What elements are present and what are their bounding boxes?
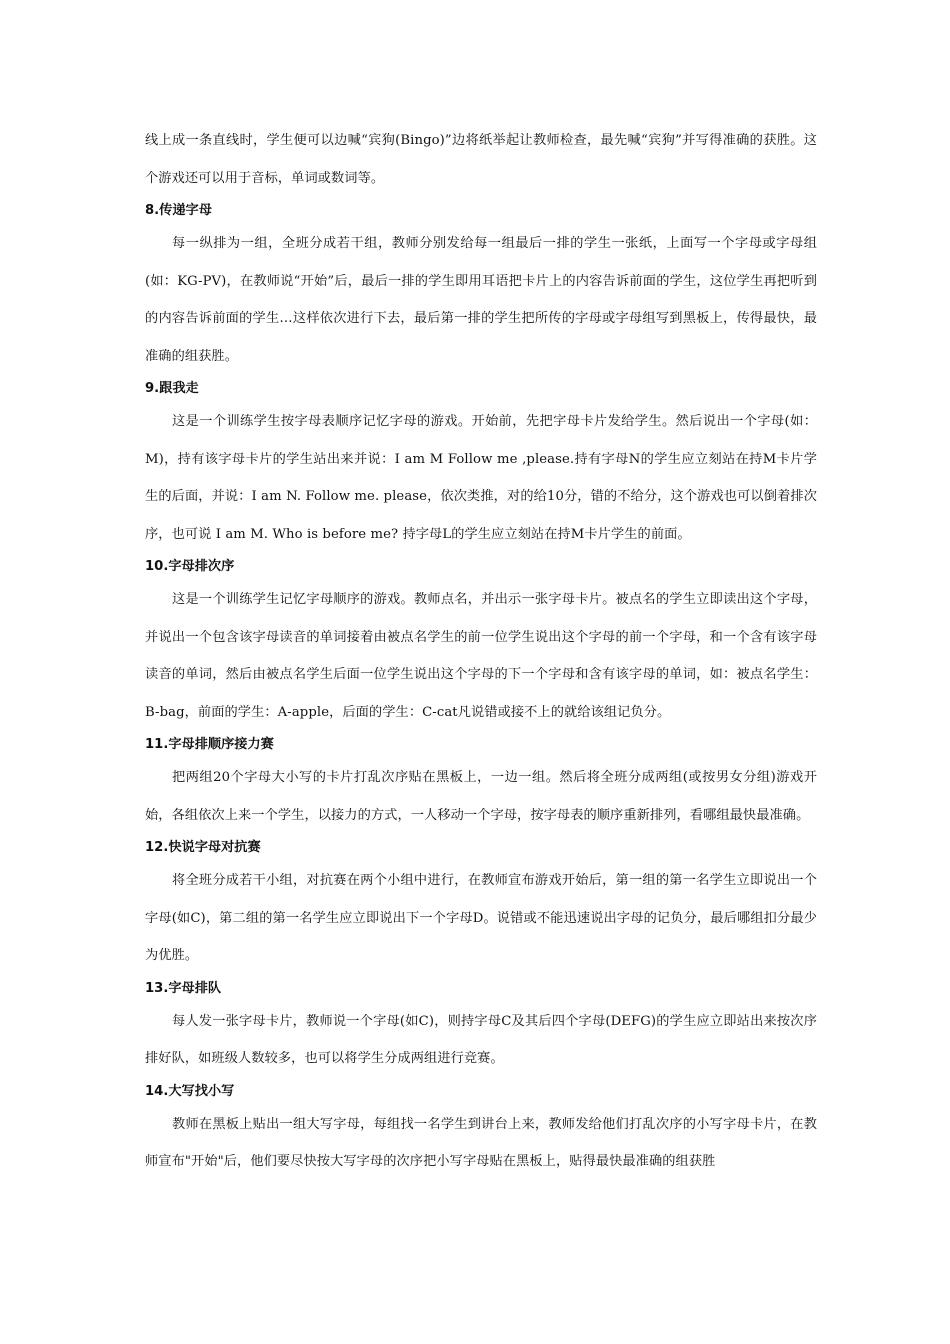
section-9 xyxy=(145,375,817,553)
section-body: 把两组20个字母大小写的卡片打乱次序贴在黑板上，一边一组。然后将全班分成两组(或按男女分组)游戏开始，各组依次上来一个学生，以接力的方式，一人移动一个字母，按字母表的顺序重新排列，看哪组最快最准确。 xyxy=(145,770,817,823)
intro-paragraph: 线上成一条直线时，学生便可以边喊“宾狗(Bingo)”边将纸举起让教师检查，最先喊“宾狗”并写得准确的获胜。这个游戏还可以用于音标，单词或数词等。 xyxy=(145,133,817,186)
section-heading: 14.大写找小写 xyxy=(145,1083,235,1099)
section-heading: 11.字母排顺序接力赛 xyxy=(145,737,274,752)
section-heading: 8.传递字母 xyxy=(145,203,212,218)
section-12 xyxy=(145,834,817,975)
section-heading: 10.字母排次序 xyxy=(145,559,235,574)
section-heading: 13.字母排队 xyxy=(145,980,222,996)
section-heading: 12.快说字母对抗赛 xyxy=(145,840,261,855)
section-14 xyxy=(145,1078,817,1181)
section-13 xyxy=(145,975,817,1078)
section-body: 教师在黑板上贴出一组大写字母，每组找一名学生到讲台上来，教师发给他们打乱次序的小写字母卡片，在教师宣布"开始"后，他们要尽快按大写字母的次序把小写字母贴在黑板上，贴得最快最准确的组获胜 xyxy=(145,1116,817,1169)
section-body: 每人发一张字母卡片，教师说一个字母(如C)，则持字母C及其后四个字母(DEFG)的学生应立即站出来按次序排好队，如班级人数较多，也可以将学生分成两组进行竞赛。 xyxy=(145,1013,817,1066)
section-11 xyxy=(145,731,817,834)
section-8 xyxy=(145,197,817,375)
section-body: 每一纵排为一组，全班分成若干组，教师分别发给每一组最后一排的学生一张纸，上面写一个字母或字母组(如：KG-PV)，在教师说“开始”后，最后一排的学生即用耳语把卡片上的内容告诉前面的学生，这位学生再把听到的内容告诉前面的学生…这样依次进行下去，最后第一排的学生把所传的字母或字母组写到黑板上，传得最快，最准确的组获胜。 xyxy=(145,236,817,364)
section-body: 将全班分成若干小组，对抗赛在两个小组中进行，在教师宣布游戏开始后，第一组的第一名学生立即说出一个字母(如C)，第二组的第一名学生应立即说出下一个字母D。说错或不能迅速说出字母的记负分，最后哪组扣分最少为优胜。 xyxy=(145,873,817,963)
section-body: 这是一个训练学生记忆字母顺序的游戏。教师点名，并出示一张字母卡片。被点名的学生立即读出这个字母，并说出一个包含该字母读音的单词接着由被点名学生的前一位学生说出这个字母的前一个字母，和一个含有该字母读音的单词，然后由被点名学生后面一位学生说出这个字母的下一个字母和含有该字母的单词，如：被点名学生：B-bag，前面的学生：A-apple，后面的学生：C-cat凡说错或接不上的就给该组记负分。 xyxy=(145,592,817,720)
section-10 xyxy=(145,553,817,731)
section-heading: 9.跟我走 xyxy=(145,381,199,396)
document-body xyxy=(145,122,817,1181)
section-body: 这是一个训练学生按字母表顺序记忆字母的游戏。开始前，先把字母卡片发给学生。然后说出一个字母(如：M)，持有该字母卡片的学生站出来并说：I am M Follow me ,please.持有字母N的学生应立刻站在持M卡片学生的后面，并说：I am N. Follow me. please，依次类推，对的给10分，错的不给分，这个游戏也可以倒着排次序，也可说 I am M. Who is before me? 持字母L的学生应立刻站在持M卡片学生的前面。 xyxy=(145,414,817,542)
